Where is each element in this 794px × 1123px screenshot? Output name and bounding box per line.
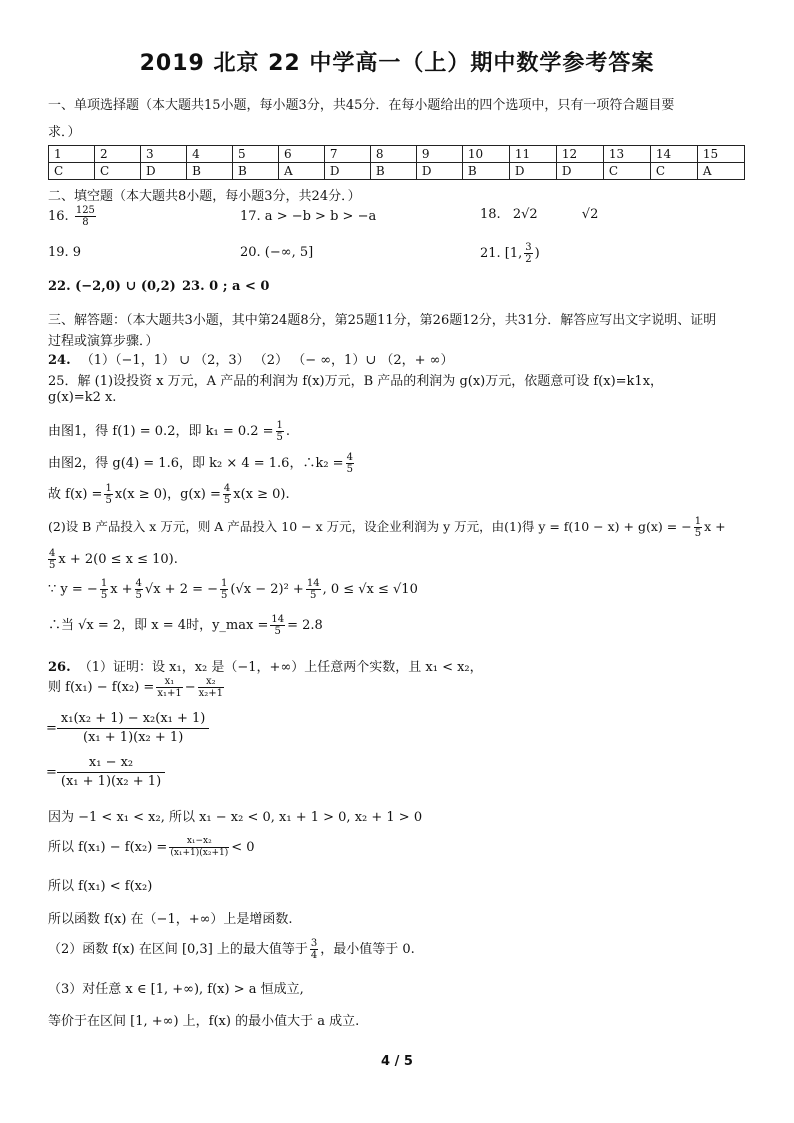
- answer-26-line11: 等价于在区间 [1, +∞) 上，f(x) 的最小值大于 a 成立.: [48, 1014, 360, 1029]
- text: x(x ≥ 0)，g(x) =: [114, 487, 221, 502]
- question-number-cell: 10: [462, 146, 509, 163]
- denominator: 5: [105, 495, 112, 506]
- answer-table: [48, 145, 745, 180]
- denominator: 5: [694, 528, 702, 539]
- fraction: [306, 578, 321, 601]
- text: （2）函数 f(x) 在区间 [0,3] 上的最大值等于: [48, 942, 308, 957]
- denominator: x₂+1: [198, 688, 223, 699]
- numerator: 125: [75, 205, 95, 216]
- question-number-cell: 7: [324, 146, 370, 163]
- answer-table-answers-row: [49, 163, 745, 180]
- question-number-cell: 12: [556, 146, 603, 163]
- answer-21-pre: 21. [1,: [480, 246, 523, 261]
- fraction: [104, 483, 112, 506]
- fraction: [223, 483, 231, 506]
- denominator: 5: [49, 560, 56, 571]
- numerator: x₁(x₂ + 1) − x₂(x₁ + 1): [57, 710, 209, 729]
- text: 则 f(x₁) − f(x₂) =: [48, 680, 155, 695]
- text: −: [184, 680, 196, 695]
- fraction: [48, 548, 56, 571]
- text: 所以 f(x₁) − f(x₂) =: [48, 840, 168, 855]
- answer-21-post: ): [534, 246, 540, 261]
- numerator: 4: [135, 578, 142, 589]
- text: ∴当 √x = 2，即 x = 4时，y_max =: [48, 618, 269, 633]
- numerator: 1: [100, 578, 108, 589]
- fraction: [100, 578, 108, 601]
- denominator: 5: [221, 590, 228, 601]
- fraction: [57, 710, 209, 747]
- question-number-cell: 9: [416, 146, 462, 163]
- text: ∵ y = −: [48, 582, 98, 597]
- page-title: 2019 北京 22 中学高一（上）期中数学参考答案: [139, 51, 655, 76]
- answer-21: [480, 242, 540, 265]
- answer-table-numbers-row: [49, 146, 745, 163]
- denominator: 5: [135, 590, 142, 601]
- answer-26-line9: [48, 938, 415, 961]
- answer-22: 22. (−2,0) ∪ (0,2): [48, 279, 176, 294]
- fraction: [156, 676, 182, 699]
- answer-18-b: √2: [581, 207, 599, 222]
- text: , 0 ≤ √x ≤ √10: [322, 582, 418, 597]
- numerator: 3: [525, 242, 532, 253]
- answer-cell: C: [603, 163, 650, 180]
- answer-18: [480, 207, 598, 222]
- answer-26-line2: [48, 676, 226, 699]
- text: < 0: [231, 840, 255, 855]
- question-number-cell: 13: [603, 146, 650, 163]
- numerator: x₁: [156, 676, 182, 688]
- text: (√x − 2)² +: [230, 582, 304, 597]
- text: （1）证明：设 x₁，x₂ 是（−1，+∞）上任意两个实数，且 x₁ < x₂，: [78, 660, 483, 675]
- answer-20: 20. (−∞, 5]: [240, 245, 314, 260]
- text: √x + 2 = −: [144, 582, 219, 597]
- denominator: 5: [223, 495, 231, 506]
- text: 由图2，得 g(4) = 1.6，即 k₂ × 4 = 1.6，∴k₂ =: [48, 456, 344, 471]
- denominator: (x₁+1)(x₂+1): [170, 848, 229, 858]
- question-number-cell: 1: [49, 146, 95, 163]
- text: =: [46, 765, 57, 780]
- text: x +: [704, 519, 726, 534]
- text: ，最小值等于 0.: [320, 942, 415, 957]
- section3-heading-cont: 过程或演算步骤．）: [48, 334, 159, 349]
- fraction: [220, 578, 228, 601]
- answer-cell: D: [141, 163, 187, 180]
- answer-25-line1: 25．解 (1)设投资 x 万元，A 产品的利润为 f(x)万元，B 产品的利润为 g(x)万元，依题意可设 f(x)=k1x，: [48, 374, 664, 389]
- denominator: 4: [310, 950, 318, 961]
- answer-16-label: 16.: [48, 209, 69, 224]
- answer-26-line10: （3）对任意 x ∈ [1, +∞), f(x) > a 恒成立,: [48, 982, 304, 997]
- answer-26-line7: 所以 f(x₁) < f(x₂): [48, 879, 153, 894]
- answer-cell: C: [95, 163, 141, 180]
- answer-24-text: （1）（−1，1） ∪ （2，3） （2） （− ∞，1）∪ （2，+ ∞）: [80, 353, 454, 368]
- answer-25-line7: [46, 548, 178, 571]
- denominator: (x₁ + 1)(x₂ + 1): [60, 774, 162, 789]
- answer-25-line8: [48, 578, 418, 601]
- answer-cell: D: [556, 163, 603, 180]
- question-number-cell: 14: [650, 146, 697, 163]
- fraction: [524, 242, 532, 265]
- section1-heading-cont: 求．）: [48, 125, 81, 140]
- numerator: 1: [276, 420, 283, 431]
- numerator: 1: [221, 578, 228, 589]
- answer-cell: D: [509, 163, 556, 180]
- answer-25-line3: [48, 420, 290, 443]
- answer-25-line5: [48, 483, 290, 506]
- numerator: x₁ − x₂: [57, 754, 165, 773]
- denominator: 5: [100, 590, 108, 601]
- text: (2)设 B 产品投入 x 万元，则 A 产品投入 10 − x 万元，设企业利润为 y 万元，由(1)得 y = f(10 − x) + g(x) = −: [48, 519, 692, 534]
- fraction: [135, 578, 143, 601]
- answer-16: [48, 205, 98, 228]
- numerator: 1: [694, 516, 702, 527]
- numerator: 4: [346, 452, 353, 463]
- fraction: [75, 205, 96, 228]
- denominator: (x₁ + 1)(x₂ + 1): [83, 730, 184, 745]
- answer-26-line5: 因为 −1 < x₁ < x₂, 所以 x₁ − x₂ < 0, x₁ + 1 > 0, x₂ + 1 > 0: [48, 810, 423, 825]
- answer-19: 19. 9: [48, 245, 82, 260]
- numerator: 14: [306, 578, 320, 589]
- numerator: x₁−x₂: [169, 836, 229, 848]
- answer-cell: A: [697, 163, 744, 180]
- section1-heading: 一、单项选择题（本大题共15小题，每小题3分，共45分．在每小题给出的四个选项中，只有一项符合题目要: [48, 98, 675, 113]
- question-number-cell: 11: [509, 146, 556, 163]
- answer-25-line2: g(x)=k2 x.: [48, 390, 117, 405]
- text: = 2.8: [287, 618, 323, 633]
- answer-18-a: 2√2: [512, 207, 538, 222]
- answer-cell: C: [49, 163, 95, 180]
- answer-26-line3: [46, 710, 209, 747]
- fraction: [270, 614, 285, 637]
- section3-heading: 三、解答题：（本大题共3小题，其中第24题8分，第25题11分，第26题12分，共31分．解答应写出文字说明、证明: [48, 313, 717, 328]
- answer-26-line8: 所以函数 f(x) 在（−1，+∞）上是增函数.: [48, 912, 293, 927]
- page-number: 4 / 5: [381, 1054, 413, 1069]
- answer-26-line1: [48, 656, 483, 675]
- text: x(x ≥ 0).: [233, 487, 290, 502]
- answer-cell: B: [462, 163, 509, 180]
- answer-cell: D: [416, 163, 462, 180]
- denominator: x₁+1: [157, 688, 182, 699]
- numerator: x₂: [198, 676, 224, 688]
- numerator: 4: [49, 548, 56, 559]
- denominator: 5: [310, 590, 317, 601]
- answer-25-line6: [48, 516, 726, 539]
- answer-26-line6: [48, 836, 255, 859]
- fraction: [276, 420, 284, 443]
- denominator: 5: [274, 626, 281, 637]
- denominator: 8: [82, 217, 89, 228]
- answer-24-label: 24.: [48, 353, 71, 368]
- answer-26-label: 26.: [48, 660, 71, 675]
- fraction: [57, 754, 165, 791]
- text: x + 2(0 ≤ x ≤ 10).: [58, 552, 178, 567]
- answer-25-line9: [48, 614, 323, 637]
- text: x +: [110, 582, 133, 597]
- fraction: [694, 516, 702, 539]
- numerator: 14: [271, 614, 285, 625]
- question-number-cell: 15: [697, 146, 744, 163]
- fraction: [346, 452, 354, 475]
- denominator: 5: [346, 464, 353, 475]
- answer-26-line4: [46, 754, 165, 791]
- answer-18-label: 18.: [480, 207, 501, 222]
- denominator: 5: [276, 432, 283, 443]
- question-number-cell: 8: [370, 146, 416, 163]
- numerator: 1: [105, 483, 112, 494]
- text: .: [285, 424, 291, 439]
- answer-cell: B: [187, 163, 233, 180]
- numerator: 4: [223, 483, 231, 494]
- answer-cell: D: [324, 163, 370, 180]
- fraction: [198, 676, 224, 699]
- answer-24: [48, 349, 453, 368]
- answer-17: 17. a > −b > b > −a: [240, 209, 377, 224]
- answer-cell: C: [650, 163, 697, 180]
- question-number-cell: 4: [187, 146, 233, 163]
- question-number-cell: 2: [95, 146, 141, 163]
- answer-cell: A: [278, 163, 324, 180]
- question-number-cell: 5: [233, 146, 279, 163]
- fraction: [310, 938, 318, 961]
- answer-cell: B: [233, 163, 279, 180]
- denominator: 2: [525, 254, 532, 265]
- answer-25-line4: [48, 452, 356, 475]
- answer-23: 23. 0 ; a < 0: [182, 279, 270, 294]
- answer-cell: B: [370, 163, 416, 180]
- section2-heading: 二、填空题（本大题共8小题，每小题3分，共24分．）: [48, 189, 361, 204]
- text: 故 f(x) =: [48, 487, 103, 502]
- text: 由图1，得 f(1) = 0.2，即 k₁ = 0.2 =: [48, 424, 274, 439]
- numerator: 3: [310, 938, 318, 949]
- question-number-cell: 6: [278, 146, 324, 163]
- fraction: [169, 836, 229, 859]
- text: =: [46, 721, 57, 736]
- question-number-cell: 3: [141, 146, 187, 163]
